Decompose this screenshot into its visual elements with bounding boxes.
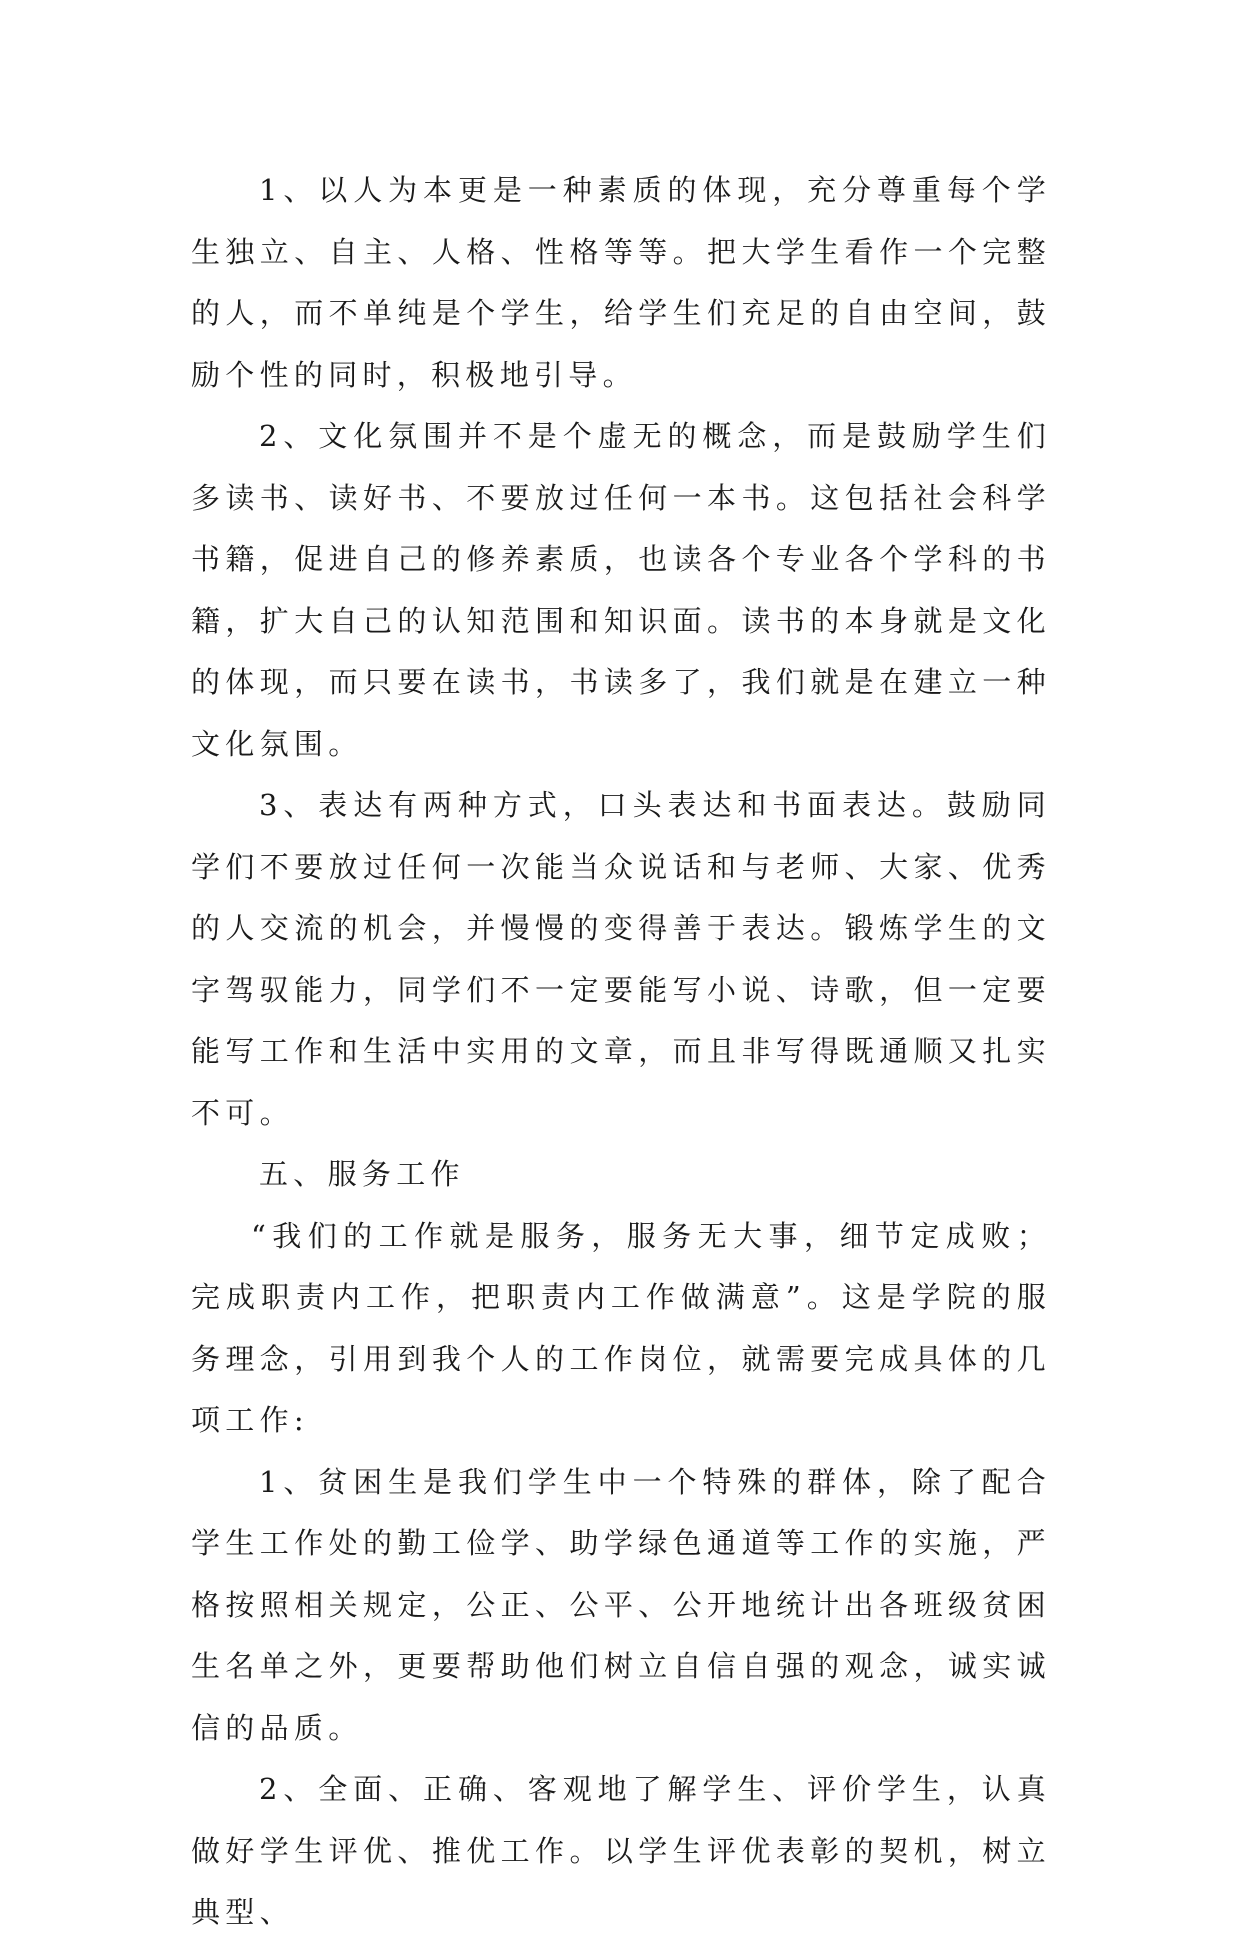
section-heading-service-work: 五、服务工作 xyxy=(259,1157,465,1191)
document-body xyxy=(191,160,1051,1944)
paragraph-people-oriented: 1、以人为本更是一种素质的体现，充分尊重每个学生独立、自主、人格、性格等等。把大学生看作一个完整的人，而不单纯是个学生，给学生们充足的自由空间，鼓励个性的同时，积极地引导。 xyxy=(191,173,1051,392)
paragraph-expression: 3、表达有两种方式，口头表达和书面表达。鼓励同学们不要放过任何一次能当众说话和与老师、大家、优秀的人交流的机会，并慢慢的变得善于表达。锻炼学生的文字驾驭能力，同学们不一定要能写小说、诗歌，但一定要能写工作和生活中实用的文章，而且非写得既通顺又扎实不可。 xyxy=(191,788,1051,1130)
paragraph-service-quote: “我们的工作就是服务，服务无大事，细节定成败；完成职责内工作，把职责内工作做满意”。这是学院的服务理念，引用到我个人的工作岗位，就需要完成具体的几项工作: xyxy=(191,1218,1051,1437)
paragraph-student-evaluation: 2、全面、正确、客观地了解学生、评价学生，认真做好学生评优、推优工作。以学生评优表彰的契机，树立典型、 xyxy=(191,1772,1051,1929)
paragraph-cultural-atmosphere: 2、文化氛围并不是个虚无的概念，而是鼓励学生们多读书、读好书、不要放过任何一本书。这包括社会科学书籍，促进自己的修养素质，也读各个专业各个学科的书籍，扩大自己的认知范围和知识面。读书的本身就是文化的体现，而只要在读书，书读多了，我们就是在建立一种文化氛围。 xyxy=(191,419,1051,761)
paragraph-poor-students: 1、贫困生是我们学生中一个特殊的群体，除了配合学生工作处的勤工俭学、助学绿色通道等工作的实施，严格按照相关规定，公正、公平、公开地统计出各班级贫困生名单之外，更要帮助他们树立自信自强的观念，诚实诚信的品质。 xyxy=(191,1464,1051,1745)
